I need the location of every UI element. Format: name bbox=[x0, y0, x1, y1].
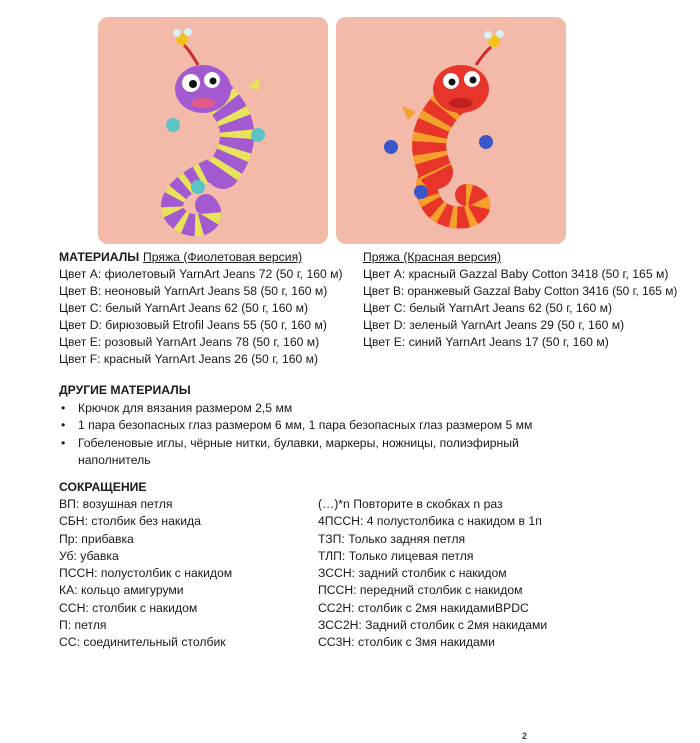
other-materials-list bbox=[59, 400, 532, 452]
abbreviation-item: СБН: столбик без накида bbox=[59, 514, 201, 529]
abbreviations-heading: СОКРАЩЕНИЕ bbox=[59, 480, 147, 494]
abbreviation-item: Пр: прибавка bbox=[59, 531, 134, 546]
red-color-line: Цвет E: синий YarnArt Jeans 17 (50 г, 160 м) bbox=[363, 335, 609, 349]
list-item: • 1 пара безопасных глаз размером 6 мм, 1 пара безопасных глаз размером 5 мм bbox=[59, 417, 532, 434]
abbreviation-item: ПССН: полустолбик с накидом bbox=[59, 566, 233, 581]
materials-heading: МАТЕРИАЛЫ bbox=[59, 250, 140, 264]
purple-version-title: Пряжа (Фиолетовая версия) bbox=[143, 250, 303, 264]
abbreviations-left-column bbox=[59, 496, 232, 652]
abbreviation-item: Уб: убавка bbox=[59, 548, 119, 563]
abbreviation-item: КА: кольцо амигуруми bbox=[59, 583, 184, 598]
abbreviation-item: ПССН: передний столбик с накидом bbox=[318, 583, 523, 598]
purple-color-line: Цвет A: фиолетовый YarnArt Jeans 72 (50 г, 160 м) bbox=[59, 267, 343, 281]
red-color-line: Цвет D: зеленый YarnArt Jeans 29 (50 г, 160 м) bbox=[363, 318, 625, 332]
red-color-line: Цвет A: красный Gazzal Baby Cotton 3418 (50 г, 165 м) bbox=[363, 267, 669, 281]
red-chameleon-illustration bbox=[336, 17, 566, 244]
purple-color-line: Цвет C: белый YarnArt Jeans 62 (50 г, 160 м) bbox=[59, 301, 309, 315]
purple-chameleon-illustration bbox=[98, 17, 328, 244]
purple-color-line: Цвет B: неоновый YarnArt Jeans 58 (50 г, 160 м) bbox=[59, 284, 328, 298]
abbreviation-item: СС2Н: столбик с 2мя накидамиBPDC bbox=[318, 600, 529, 615]
list-item-continuation: наполнитель bbox=[78, 453, 151, 467]
abbreviation-item: П: петля bbox=[59, 618, 107, 633]
list-item: • Крючок для вязания размером 2,5 мм bbox=[59, 400, 532, 417]
red-color-line: Цвет B: оранжевый Gazzal Baby Cotton 3416 (50 г, 165 м) bbox=[363, 284, 678, 298]
purple-chameleon-photo bbox=[98, 17, 328, 244]
abbreviation-item: ВП: возушная петля bbox=[59, 497, 173, 511]
red-chameleon-photo bbox=[336, 17, 566, 244]
abbreviation-item: ЗСС2Н: Задний столбик с 2мя накидами bbox=[318, 618, 548, 633]
purple-color-line: Цвет E: розовый YarnArt Jeans 78 (50 г, 160 м) bbox=[59, 335, 320, 349]
abbreviation-item: СС3Н: столбик с 3мя накидами bbox=[318, 635, 495, 650]
abbreviation-item: ТЛП: Только лицевая петля bbox=[318, 548, 474, 563]
purple-color-line: Цвет D: бирюзовый Etrofil Jeans 55 (50 г, 160 м) bbox=[59, 318, 327, 332]
abbreviation-item: ССН: столбик с накидом bbox=[59, 600, 198, 615]
abbreviation-item: ЗССН: задний столбик с накидом bbox=[318, 566, 507, 581]
red-color-line: Цвет C: белый YarnArt Jeans 62 (50 г, 160 м) bbox=[363, 301, 613, 315]
purple-color-line: Цвет F: красный YarnArt Jeans 26 (50 г, 160 м) bbox=[59, 352, 319, 366]
red-version-title: Пряжа (Красная версия) bbox=[363, 250, 502, 264]
abbreviation-item: ТЗП: Только задняя петля bbox=[318, 531, 466, 546]
list-item: • Гобеленовые иглы, чёрные нитки, булавки, маркеры, ножницы, полиэфирный bbox=[59, 435, 532, 452]
abbreviations-right-column bbox=[318, 496, 547, 652]
page-number: 2 bbox=[522, 731, 528, 741]
other-materials-heading: ДРУГИЕ МАТЕРИАЛЫ bbox=[59, 383, 191, 397]
abbreviation-item: 4ПССН: 4 полустолбика с накидом в 1п bbox=[318, 514, 542, 529]
abbreviation-item: (…)*n Повторите в скобках n раз bbox=[318, 497, 503, 511]
abbreviation-item: СС: соединительный столбик bbox=[59, 635, 226, 650]
